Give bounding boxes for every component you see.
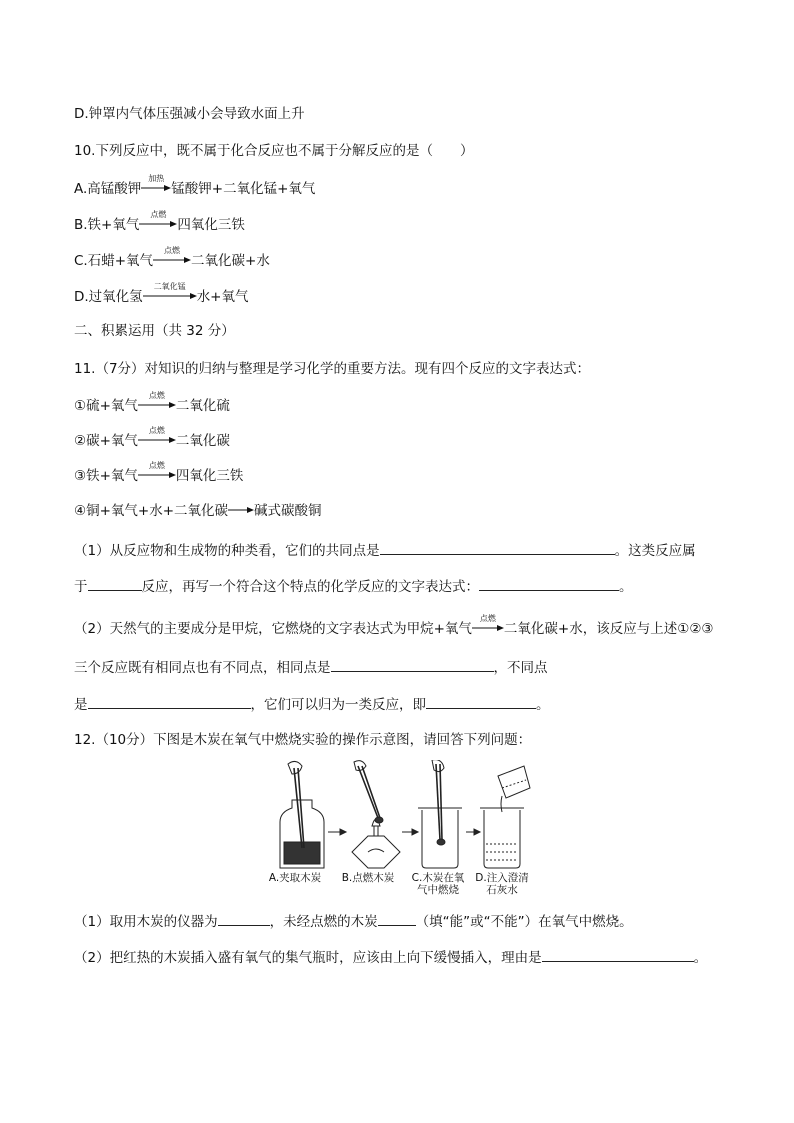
answer-blank[interactable] xyxy=(426,694,536,709)
question-text: （2）天然气的主要成分是甲烷，它燃烧的文字表达式为甲烷+氧气 xyxy=(74,621,472,637)
reaction-condition: 点燃 xyxy=(164,246,181,255)
reaction-left: D.过氧化氢 xyxy=(74,289,143,305)
q10-option-d xyxy=(74,282,249,306)
question-text: （1）取用木炭的仪器为 xyxy=(74,914,218,930)
q10-option-c xyxy=(74,246,270,270)
gas-jar-c-icon xyxy=(418,760,462,868)
arrow-icon xyxy=(138,435,176,445)
q10-option-b xyxy=(74,210,245,234)
reaction-condition: 点燃 xyxy=(148,391,165,400)
reaction-left: ①硫+氧气 xyxy=(74,398,138,414)
reaction-arrow xyxy=(228,505,254,515)
question-text: 。这类反应属 xyxy=(614,543,696,559)
question-text: 于 xyxy=(74,579,88,595)
answer-blank[interactable] xyxy=(88,576,142,591)
caption-d-line1: D.注入澄清 xyxy=(475,872,529,884)
question-text: ，未经点燃的木炭 xyxy=(269,914,378,930)
reaction-left: ④铜+氧气+水+二氧化碳 xyxy=(74,503,229,519)
reaction-right: 水+氧气 xyxy=(196,289,249,305)
answer-blank[interactable] xyxy=(479,576,619,591)
reaction-condition: 点燃 xyxy=(148,426,165,435)
answer-blank[interactable] xyxy=(380,540,615,555)
caption-d-line2: 石灰水 xyxy=(486,884,518,896)
reaction-arrow xyxy=(138,426,176,445)
q10-stem: 10.下列反应中，既不属于化合反应也不属于分解反应的是（ ） xyxy=(74,143,474,159)
reaction-condition: 点燃 xyxy=(479,614,496,623)
question-text: 。 xyxy=(693,950,708,966)
q11-reaction-1 xyxy=(74,391,230,415)
arrow-icon xyxy=(139,219,177,229)
reaction-arrow xyxy=(138,461,176,480)
q11-reaction-3 xyxy=(74,461,244,485)
reaction-left: ②碳+氧气 xyxy=(74,433,138,449)
question-text: （2）把红热的木炭插入盛有氧气的集气瓶时，应该由上向下缓慢插入，理由是 xyxy=(74,950,542,966)
caption-a: A.夹取木炭 xyxy=(268,872,322,884)
answer-blank[interactable] xyxy=(88,694,251,709)
question-text: 是 xyxy=(74,697,88,713)
answer-blank[interactable] xyxy=(218,911,270,926)
reaction-condition: 点燃 xyxy=(150,210,167,219)
q11-part1-line1 xyxy=(74,540,696,560)
experiment-illustration xyxy=(262,760,532,870)
arrow-icon xyxy=(141,183,171,193)
question-text: （填“能”或“不能”）在氧气中燃烧。 xyxy=(415,914,633,930)
charcoal-experiment-figure xyxy=(262,760,532,900)
arrow-icon xyxy=(143,291,197,301)
reaction-arrow xyxy=(139,210,177,229)
reaction-left: C.石蜡+氧气 xyxy=(74,253,154,269)
question-text: （1）从反应物和生成物的种类看，它们的共同点是 xyxy=(74,543,380,559)
q11-stem: 11.（7分）对知识的归纳与整理是学习化学的重要方法。现有四个反应的文字表达式： xyxy=(74,361,591,377)
q12-part2 xyxy=(74,947,707,967)
question-text: ，它们可以归为一类反应，即 xyxy=(250,697,426,713)
question-text: 三个反应既有相同点也有不同点，相同点是 xyxy=(74,660,331,676)
caption-b: B.点燃木炭 xyxy=(341,872,395,884)
reaction-right: 四氧化三铁 xyxy=(177,217,245,233)
reaction-left: A.高锰酸钾 xyxy=(74,181,142,197)
reaction-right: 二氧化碳 xyxy=(175,433,230,449)
reaction-arrow xyxy=(141,174,171,193)
q11-part1-line2 xyxy=(74,576,633,596)
answer-blank[interactable] xyxy=(542,947,694,962)
caption-c-line1: C.木炭在氧 xyxy=(411,872,465,884)
question-text: 。 xyxy=(619,579,633,595)
reaction-condition: 加热 xyxy=(148,174,165,183)
question-text: ，不同点 xyxy=(493,660,548,676)
section-title: 二、积累运用（共 32 分） xyxy=(74,323,235,339)
answer-blank[interactable] xyxy=(378,911,416,926)
arrow-icon xyxy=(402,829,418,835)
arrow-icon xyxy=(328,829,346,835)
q11-reaction-2 xyxy=(74,426,230,450)
q12-part1 xyxy=(74,911,633,931)
reaction-arrow xyxy=(472,614,504,633)
arrow-icon xyxy=(138,400,176,410)
q11-part2-line3 xyxy=(74,694,550,714)
q9-option-d: D.钟罩内气体压强减小会导致水面上升 xyxy=(74,106,305,122)
arrow-icon xyxy=(472,623,504,633)
question-text: 反应，再写一个符合这个特点的化学反应的文字表达式： xyxy=(141,579,479,595)
q12-stem: 12.（10分）下图是木炭在氧气中燃烧实验的操作示意图，请回答下列问题： xyxy=(74,732,532,748)
question-text: 。 xyxy=(536,697,550,713)
arrow-icon xyxy=(466,829,480,835)
reaction-condition: 点燃 xyxy=(148,461,165,470)
reaction-left: ③铁+氧气 xyxy=(74,468,138,484)
reaction-condition: 二氧化锰 xyxy=(153,282,186,291)
q11-part2-line2 xyxy=(74,657,548,677)
reaction-arrow xyxy=(143,282,197,301)
reaction-arrow xyxy=(138,391,176,410)
arrow-icon xyxy=(138,470,176,480)
reaction-arrow xyxy=(153,246,191,265)
bottle-a-icon xyxy=(280,761,324,868)
reaction-right: 锰酸钾+二氧化锰+氧气 xyxy=(171,181,316,197)
question-text: 二氧化碳+水，该反应与上述①②③ xyxy=(503,621,714,637)
q10-option-a xyxy=(74,174,316,198)
reaction-right: 二氧化硫 xyxy=(175,398,230,414)
reaction-right: 二氧化碳+水 xyxy=(191,253,270,269)
arrow-icon xyxy=(228,505,254,515)
reaction-left: B.铁+氧气 xyxy=(74,217,140,233)
answer-blank[interactable] xyxy=(331,657,494,672)
q11-reaction-4 xyxy=(74,502,322,520)
alcohol-lamp-icon xyxy=(352,761,400,868)
arrow-icon xyxy=(153,255,191,265)
reaction-right: 碱式碳酸铜 xyxy=(254,503,322,519)
q11-part2-line1 xyxy=(74,614,714,638)
caption-c-line2: 气中燃烧 xyxy=(417,884,459,896)
reaction-right: 四氧化三铁 xyxy=(175,468,244,484)
gas-jar-d-icon xyxy=(480,766,530,868)
